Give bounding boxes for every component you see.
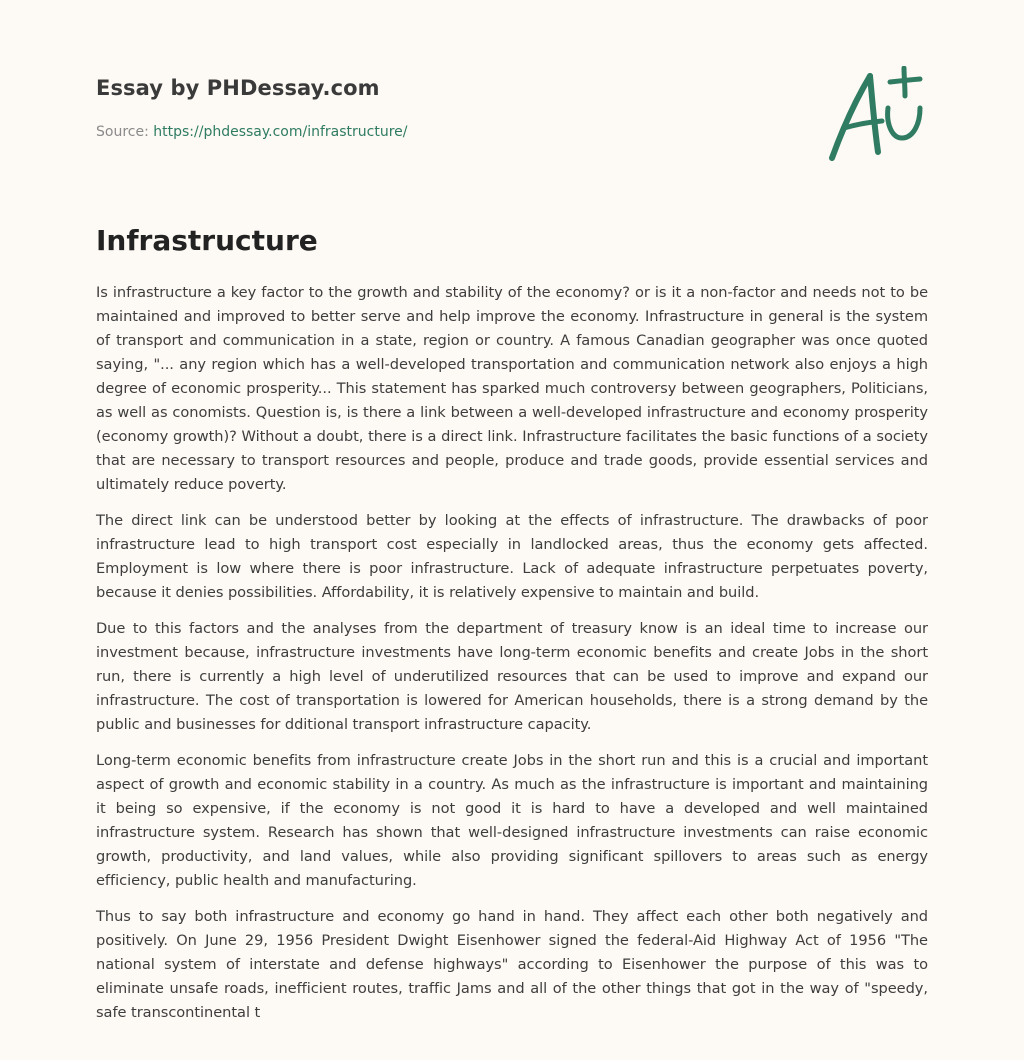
page-title: Infrastructure (96, 224, 318, 257)
essay-body (96, 281, 928, 1025)
essay-paragraph: Is infrastructure a key factor to the growth and stability of the economy? or is it a non-factor and needs not to be maintained and improved to better serve and help improve the economy. Infrastructure in general is the system of transport and communication in a state, region or country. A famous Canadian geographer was once quoted saying, "... any region which has a well-developed transportation and communication network also enjoys a high degree of economic prosperity... This statement has sparked much controversy between geographers, Politicians, as well as conomists. Question is, is there a link between a well-developed infrastructure and economy prosperity (economy growth)? Without a doubt, there is a direct link. Infrastructure facilitates the basic functions of a society that are necessary to transport resources and people, produce and trade goods, provide essential services and ultimately reduce poverty. (96, 284, 928, 493)
a-plus-logo-icon (824, 66, 928, 166)
source-link[interactable]: https://phdessay.com/infrastructure/ (153, 124, 408, 140)
essay-paragraph: Long-term economic benefits from infrastructure create Jobs in the short run and this is a crucial and important aspect of growth and economic stability in a country. As much as the infrastructure is important and maintaining it being so expensive, if the economy is not good it is hard to have a developed and well maintained infrastructure system. Research has shown that well-designed infrastructure investments can raise economic growth, productivity, and land values, while also providing significant spillovers to areas such as energy efficiency, public health and manufacturing. (96, 752, 928, 889)
page-header (96, 0, 928, 190)
source-label: Source: (96, 124, 154, 140)
source-line (96, 124, 408, 140)
brand-title: Essay by PHDessay.com (96, 76, 380, 100)
essay-paragraph: Due to this factors and the analyses from the department of treasury know is an ideal time to increase our investment because, infrastructure investments have long-term economic benefits and create Jobs in the short run, there is currently a high level of underutilized resources that can be used to improve and expand our infrastructure. The cost of transportation is lowered for American households, there is a strong demand by the public and businesses for dditional transport infrastructure capacity. (96, 620, 928, 733)
essay-paragraph: The direct link can be understood better by looking at the effects of infrastructure. The drawbacks of poor infrastructure lead to high transport cost especially in landlocked areas, thus the economy gets affected. Employment is low where there is poor infrastructure. Lack of adequate infrastructure perpetuates poverty, because it denies possibilities. Affordability, it is relatively expensive to maintain and build. (96, 512, 928, 601)
essay-paragraph: Thus to say both infrastructure and economy go hand in hand. They affect each other both negatively and positively. On June 29, 1956 President Dwight Eisenhower signed the federal-Aid Highway Act of 1956 "The national system of interstate and defense highways" according to Eisenhower the purpose of this was to eliminate unsafe roads, inefficient routes, traffic Jams and all of the other things that got in the way of "speedy, safe transcontinental t (96, 908, 928, 1021)
